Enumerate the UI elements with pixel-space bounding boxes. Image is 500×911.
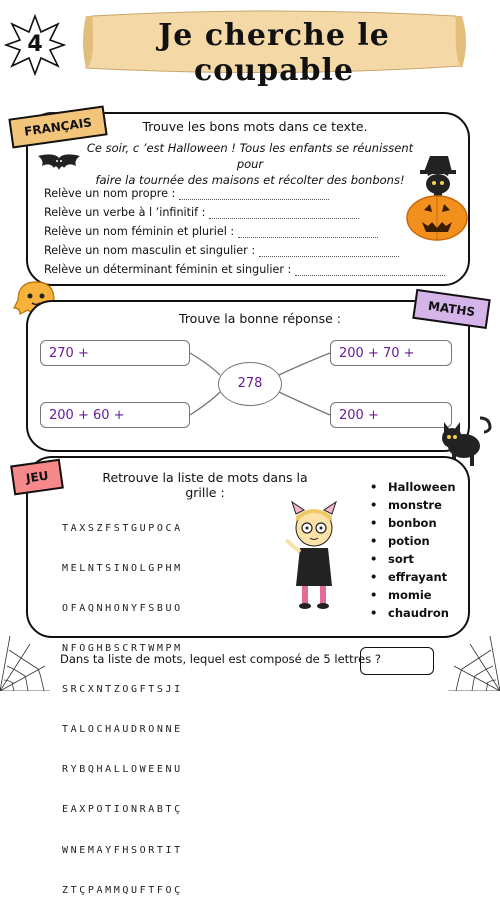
word-item: • effrayant xyxy=(370,568,456,586)
question-2-label: Relève un verbe à l ’infinitif : xyxy=(44,206,206,219)
spiderweb-left-icon xyxy=(0,636,50,691)
grid-row-8[interactable]: EAXPOTIONRABTÇ xyxy=(62,804,183,816)
question-3-label: Relève un nom féminin et pluriel : xyxy=(44,225,235,238)
question-1-label: Relève un nom propre : xyxy=(44,187,176,200)
question-5 xyxy=(44,263,445,276)
word-search-grid xyxy=(62,495,183,911)
maths-tag: MATHS xyxy=(412,289,491,329)
word-item: • Halloween xyxy=(370,478,456,496)
question-3 xyxy=(44,225,378,238)
answer-line-2[interactable] xyxy=(209,208,359,219)
question-2 xyxy=(44,206,359,219)
spiderweb-right-icon xyxy=(448,636,500,691)
grid-row-4[interactable]: NFOGHBSCRTWMPM xyxy=(62,643,183,655)
maths-heading: Trouve la bonne réponse : xyxy=(179,311,341,326)
page-title: Je cherche le coupable xyxy=(158,18,390,88)
grid-row-2[interactable]: MELNTSINOLGPHM xyxy=(62,563,183,575)
math-box-1[interactable]: 270 + xyxy=(40,340,190,366)
grid-row-6[interactable]: TALOCHAUDRONNE xyxy=(62,723,183,735)
grid-row-3[interactable]: OFAQNHONYFSBUO xyxy=(62,603,183,615)
intro-line-1: Ce soir, c ’est Halloween ! Tous les enfants se réunissent pour xyxy=(86,141,414,171)
math-box-4[interactable]: 200 + xyxy=(330,402,452,428)
question-1 xyxy=(44,187,329,200)
grid-row-7[interactable]: RYBQHALLOWEENU xyxy=(62,764,183,776)
math-box-2[interactable]: 200 + 70 + xyxy=(330,340,452,366)
intro-line-2: faire la tournée des maisons et récolter des bonbons! xyxy=(95,173,405,187)
final-question: Dans ta liste de mots, lequel est composé de 5 lettres ? xyxy=(60,652,381,666)
word-item: • sort xyxy=(370,550,456,568)
jeu-heading: Retrouve la liste de mots dans la grille : xyxy=(102,470,308,500)
math-center-number: 278 xyxy=(218,362,282,406)
word-item: • monstre xyxy=(370,496,456,514)
francais-tag: FRANÇAIS xyxy=(8,105,107,148)
grid-row-1[interactable]: TAXSZFSTGUPOCA xyxy=(62,522,183,534)
girl-costume-icon xyxy=(282,500,348,612)
answer-line-4[interactable] xyxy=(259,246,399,257)
pumpkin-cat-icon xyxy=(402,152,472,242)
word-item: • momie xyxy=(370,586,456,604)
answer-line-3[interactable] xyxy=(238,227,378,238)
answer-line-1[interactable] xyxy=(179,189,329,200)
page-number: 4 xyxy=(27,32,43,57)
francais-heading: Trouve les bons mots dans ce texte. xyxy=(142,119,368,134)
word-item: • potion xyxy=(370,532,456,550)
final-answer-box[interactable] xyxy=(360,647,434,675)
answer-line-5[interactable] xyxy=(295,265,445,276)
bat-icon xyxy=(36,150,82,176)
grid-row-9[interactable]: WNEMAYFHSORTIT xyxy=(62,844,183,856)
word-list xyxy=(370,478,456,622)
grid-row-10[interactable]: ZTÇPAMMQUFTFOÇ xyxy=(62,884,183,896)
word-item: • bonbon xyxy=(370,514,456,532)
word-item: • chaudron xyxy=(370,604,456,622)
math-box-3[interactable]: 200 + 60 + xyxy=(40,402,190,428)
question-4-label: Relève un nom masculin et singulier : xyxy=(44,244,256,257)
question-4 xyxy=(44,244,399,257)
question-5-label: Relève un déterminant féminin et singulier : xyxy=(44,263,292,276)
jeu-tag: JEU xyxy=(10,459,64,496)
grid-row-5[interactable]: SRCXNTZOGFTSJI xyxy=(62,683,183,695)
francais-intro xyxy=(80,140,420,188)
